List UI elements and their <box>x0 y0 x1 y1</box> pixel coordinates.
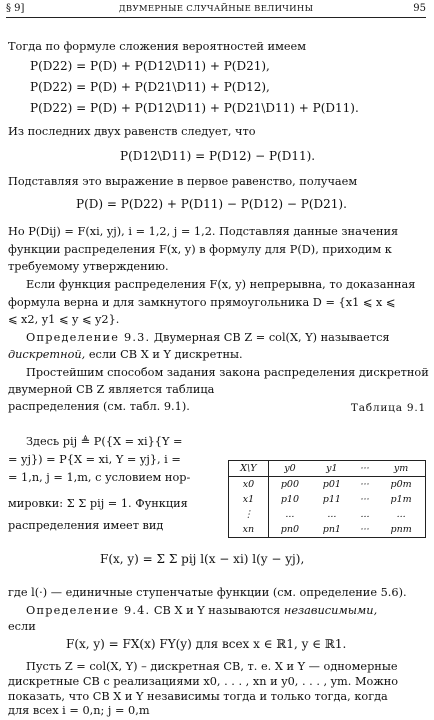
equation: P(D22) = P(D) + P(D21\D11) + P(D12), <box>30 80 270 94</box>
equation: P(D22) = P(D) + P(D12\D11) + P(D21\D11) + P(D11). <box>30 101 359 115</box>
paragraph-line: двумерной СВ Z является таблица <box>8 383 215 396</box>
table-cell: ... <box>327 509 337 520</box>
definition-label: Определение 9.4. <box>26 604 151 617</box>
header-title: ДВУМЕРНЫЕ СЛУЧАЙНЫЕ ВЕЛИЧИНЫ <box>118 4 314 14</box>
paragraph-line: Если функция распределения F(x, y) непрерывна, то доказанная <box>26 278 416 291</box>
paragraph-line: требуемому утверждению. <box>8 260 169 273</box>
paragraph-line: = 1,n, j = 1,m, с условием нор- <box>8 471 191 484</box>
table-header-row <box>229 461 426 477</box>
table-cell: p0m <box>390 479 412 490</box>
definition-text: Двумерная СВ Z = col(X, Y) называется <box>153 331 390 344</box>
running-header <box>6 3 426 18</box>
paragraph-line: Простейшим способом задания закона распределения дискретной <box>26 366 429 379</box>
paragraph-line: распределения (см. табл. 9.1). <box>8 400 190 413</box>
table-caption: Таблица 9.1 <box>350 402 426 414</box>
paragraph-line: Пусть Z = col(X, Y) – дискретная СВ, т. е. X и Y — одномерные <box>26 660 398 673</box>
equation: F(x, y) = FX(x) FY(y) для всех x ∈ ℝ1, y ∈ ℝ1. <box>66 637 347 651</box>
table-cell: ... <box>285 509 295 520</box>
table-row <box>229 477 426 493</box>
table-cell: p11 <box>322 494 341 505</box>
definition-label: Определение 9.3. <box>26 331 151 344</box>
equation: F(x, y) = Σ Σ pij l(x − xi) l(y − yj), <box>100 552 305 566</box>
definition-line <box>8 348 243 361</box>
defined-term: независимыми, <box>283 604 378 617</box>
definition-text: если СВ X и Y дискретны. <box>88 348 243 361</box>
table-cell: x1 <box>229 492 269 507</box>
paragraph-line: где l(·) — единичные ступенчатые функции (см. определение 5.6). <box>8 586 407 599</box>
distribution-table <box>228 460 426 538</box>
defined-term: дискретной, <box>8 348 86 361</box>
table-cell: p1m <box>390 494 412 505</box>
table-row <box>229 507 426 522</box>
table-cell: ··· <box>360 494 370 505</box>
definition-line <box>26 604 377 617</box>
paragraph-line: дискретные СВ с реализациями x0, . . . , xn и y0, . . . , ym. Можно <box>8 675 399 688</box>
definition-line <box>26 331 390 344</box>
table-cell: ··· <box>360 524 370 535</box>
table-cell: pn1 <box>322 524 341 535</box>
paragraph-line: ⩽ x2, y1 ⩽ y ⩽ y2}. <box>8 313 120 326</box>
table-header-cell: y1 <box>311 461 353 477</box>
paragraph-line: распределения имеет вид <box>8 519 164 532</box>
section-mark: § 9] <box>6 3 25 14</box>
table-cell: p00 <box>280 479 299 490</box>
table-row <box>229 492 426 507</box>
paragraph-line: Тогда по формуле сложения вероятностей имеем <box>8 40 307 53</box>
table-row <box>229 522 426 538</box>
page-number: 95 <box>413 3 426 14</box>
table-cell: ... <box>396 509 406 520</box>
table-header-cell: ··· <box>353 461 378 477</box>
table-cell: pnm <box>390 524 412 535</box>
paragraph-line: = yj}) = P{X = xi, Y = yj}, i = <box>8 453 181 466</box>
table-cell: p10 <box>280 494 299 505</box>
table-cell: ··· <box>360 479 370 490</box>
definition-text: СВ X и Y называются <box>153 604 281 617</box>
paragraph-line: Из последних двух равенств следует, что <box>8 125 256 138</box>
table-cell: ⋮ <box>229 507 269 522</box>
table-cell: p01 <box>322 479 341 490</box>
table-header-cell: ym <box>377 461 425 477</box>
paragraph-line: если <box>8 620 36 633</box>
paragraph-line: Здесь pij ≜ P({X = xi}{Y = <box>26 435 183 448</box>
table-cell: ... <box>360 509 370 520</box>
paragraph-line: для всех i = 0,n; j = 0,m <box>8 704 150 717</box>
equation: P(D22) = P(D) + P(D12\D11) + P(D21), <box>30 59 270 73</box>
paragraph-line: мировки: Σ Σ pij = 1. Функция <box>8 497 188 510</box>
paragraph-line: показать, что СВ X и Y независимы тогда и только тогда, когда <box>8 690 388 703</box>
paragraph-line: формула верна и для замкнутого прямоугольника D = {x1 ⩽ x ⩽ <box>8 296 396 309</box>
table-cell: pn0 <box>280 524 300 535</box>
equation: P(D) = P(D22) + P(D11) − P(D12) − P(D21). <box>76 197 347 211</box>
paragraph-line: Но P(Dij) = F(xi, yj), i = 1,2, j = 1,2. Подставляя данные значения <box>8 225 399 238</box>
table-cell: x0 <box>229 477 269 493</box>
paragraph-line: Подставляя это выражение в первое равенство, получаем <box>8 175 358 188</box>
paragraph-line: функции распределения F(x, y) в формулу для P(D), приходим к <box>8 243 392 256</box>
table-header-cell: X\Y <box>229 461 269 477</box>
table-header-cell: y0 <box>268 461 311 477</box>
table-cell: xn <box>229 522 269 538</box>
equation: P(D12\D11) = P(D12) − P(D11). <box>120 149 316 163</box>
